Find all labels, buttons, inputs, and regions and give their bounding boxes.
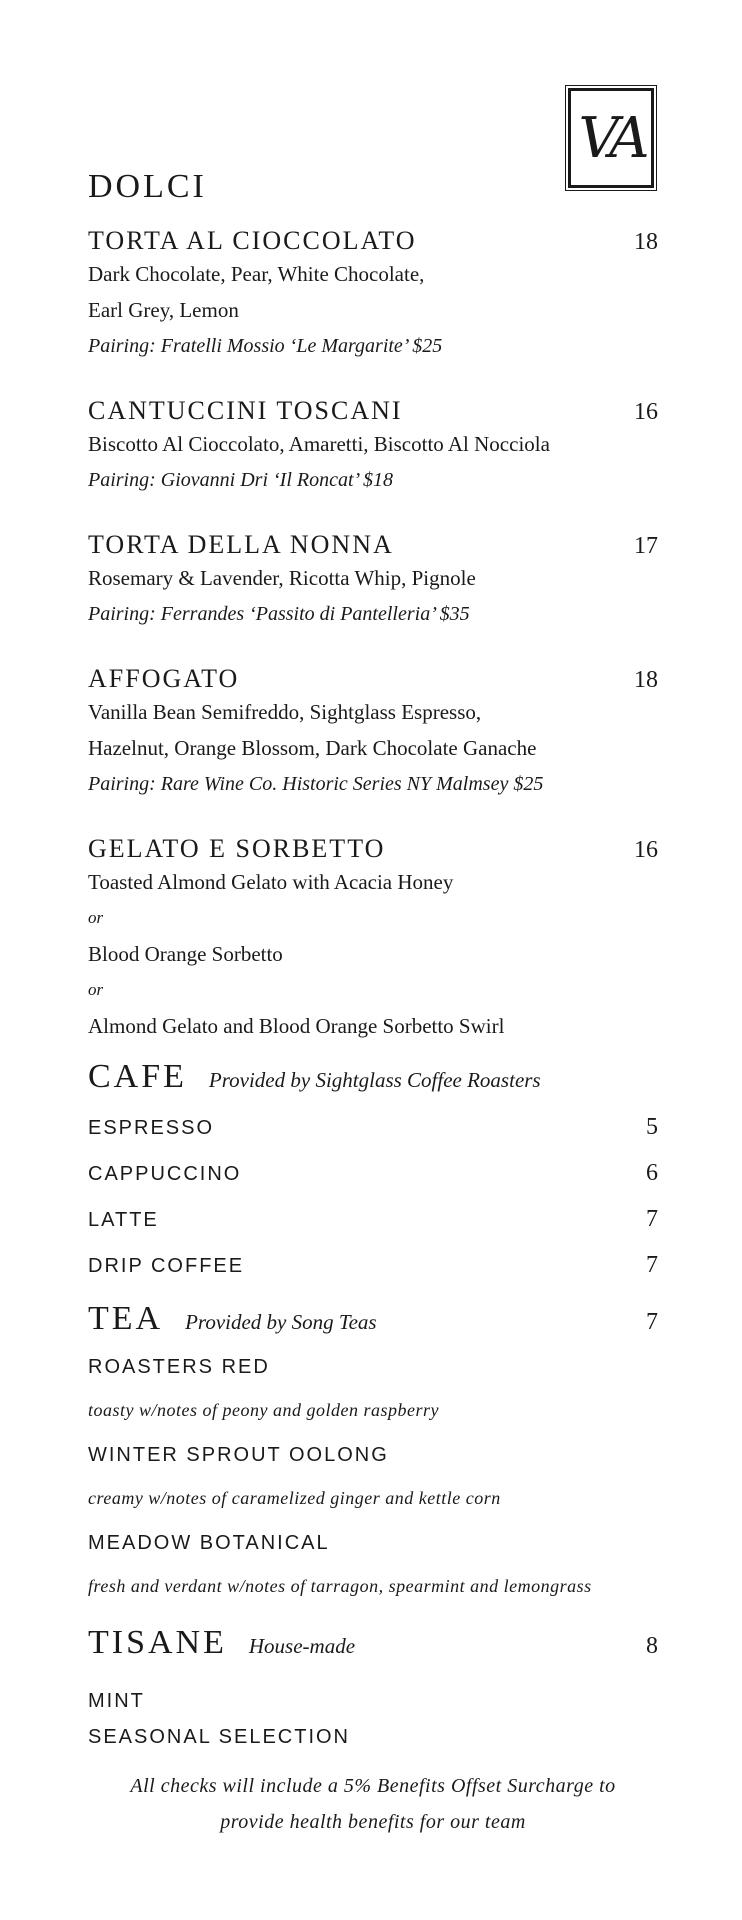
pairing-label: Pairing: <box>88 469 156 491</box>
item-price: 7 <box>646 1252 658 1278</box>
item-description: Rosemary & Lavender, Ricotta Whip, Pignole <box>88 566 476 590</box>
tea-note: toasty w/notes of peony and golden raspberry <box>88 1400 439 1420</box>
item-name: ESPRESSO <box>88 1117 215 1139</box>
item-name: LATTE <box>88 1209 159 1231</box>
item-name: WINTER SPROUT OOLONG <box>88 1444 389 1466</box>
menu-item-meadow-botanical <box>88 1532 658 1555</box>
item-description: Hazelnut, Orange Blossom, Dark Chocolate Ganache <box>88 736 537 760</box>
item-option: Toasted Almond Gelato with Acacia Honey <box>88 870 454 894</box>
menu-item-roasters-red <box>88 1356 658 1379</box>
surcharge-line: provide health benefits for our team <box>220 1811 526 1833</box>
item-description: Earl Grey, Lemon <box>88 298 239 322</box>
item-price: 18 <box>634 667 658 693</box>
tea-price: 7 <box>646 1309 658 1335</box>
pairing-wine: Giovanni Dri ‘Il Roncat’ $18 <box>160 469 393 491</box>
item-pairing <box>88 328 658 364</box>
menu-item-latte <box>88 1206 658 1233</box>
menu-item-drip-coffee <box>88 1252 658 1279</box>
cafe-subtitle: Provided by Sightglass Coffee Roasters <box>208 1068 541 1092</box>
section-title-tisane <box>88 1624 658 1662</box>
section-title-dolci <box>88 168 658 206</box>
item-price: 16 <box>634 399 658 425</box>
or-separator: or <box>88 980 104 999</box>
tea-note: creamy w/notes of caramelized ginger and kettle corn <box>88 1488 501 1508</box>
surcharge-note <box>88 1768 658 1840</box>
item-price: 6 <box>646 1160 658 1186</box>
menu-item-winter-sprout-oolong <box>88 1444 658 1467</box>
item-description: Biscotto Al Cioccolato, Amaretti, Biscotto Al Nocciola <box>88 432 550 456</box>
item-price: 18 <box>634 229 658 255</box>
item-description: Dark Chocolate, Pear, White Chocolate, <box>88 262 425 286</box>
pairing-wine: Fratelli Mossio ‘Le Margarite’ $25 <box>160 335 443 357</box>
item-name: DRIP COFFEE <box>88 1255 245 1277</box>
menu-item-cappuccino <box>88 1160 658 1187</box>
item-name: TORTA AL CIOCCOLATO <box>88 226 417 255</box>
menu-item-affogato <box>88 664 658 802</box>
item-name: GELATO E SORBETTO <box>88 834 386 863</box>
item-description: Vanilla Bean Semifreddo, Sightglass Espresso, <box>88 700 482 724</box>
pairing-label: Pairing: <box>88 773 156 795</box>
menu-item-seasonal-selection <box>88 1726 658 1749</box>
item-pairing <box>88 462 658 498</box>
or-separator: or <box>88 908 104 927</box>
item-price: 5 <box>646 1114 658 1140</box>
tea-note: fresh and verdant w/notes of tarragon, spearmint and lemongrass <box>88 1576 592 1596</box>
menu-item-torta-della-nonna <box>88 530 658 632</box>
menu-item-espresso <box>88 1114 658 1141</box>
item-price: 16 <box>634 837 658 863</box>
logo-monogram: VA <box>578 105 644 171</box>
dolci-title: DOLCI <box>88 168 207 205</box>
item-name: MINT <box>88 1690 145 1712</box>
item-name: CAPPUCCINO <box>88 1163 242 1185</box>
pairing-label: Pairing: <box>88 335 156 357</box>
pairing-wine: Ferrandes ‘Passito di Pantelleria’ $35 <box>160 603 470 625</box>
item-pairing <box>88 766 658 802</box>
item-price: 7 <box>646 1206 658 1232</box>
item-name: CANTUCCINI TOSCANI <box>88 396 403 425</box>
menu-item-gelato-e-sorbetto <box>88 834 658 1044</box>
item-name: AFFOGATO <box>88 664 240 693</box>
tea-subtitle: Provided by Song Teas <box>185 1310 377 1334</box>
menu-item-cantuccini-toscani <box>88 396 658 498</box>
item-name: TORTA DELLA NONNA <box>88 530 394 559</box>
tisane-subtitle: House-made <box>248 1634 356 1658</box>
item-name: ROASTERS RED <box>88 1356 270 1378</box>
tea-title: TEA <box>88 1300 164 1337</box>
menu-item-mint <box>88 1690 658 1713</box>
item-pairing <box>88 596 658 632</box>
item-option: Blood Orange Sorbetto <box>88 942 283 966</box>
tisane-price: 8 <box>646 1633 658 1659</box>
item-name: MEADOW BOTANICAL <box>88 1532 330 1554</box>
section-title-cafe <box>88 1058 658 1096</box>
menu-item-torta-al-cioccolato <box>88 226 658 364</box>
pairing-label: Pairing: <box>88 603 156 625</box>
section-title-tea <box>88 1300 658 1338</box>
pairing-wine: Rare Wine Co. Historic Series NY Malmsey $25 <box>160 773 544 795</box>
cafe-title: CAFE <box>88 1058 187 1095</box>
surcharge-line: All checks will include a 5% Benefits Offset Surcharge to <box>130 1775 616 1797</box>
item-price: 17 <box>634 533 658 559</box>
item-option: Almond Gelato and Blood Orange Sorbetto Swirl <box>88 1014 505 1038</box>
tisane-title: TISANE <box>88 1624 227 1661</box>
item-name: SEASONAL SELECTION <box>88 1726 350 1748</box>
